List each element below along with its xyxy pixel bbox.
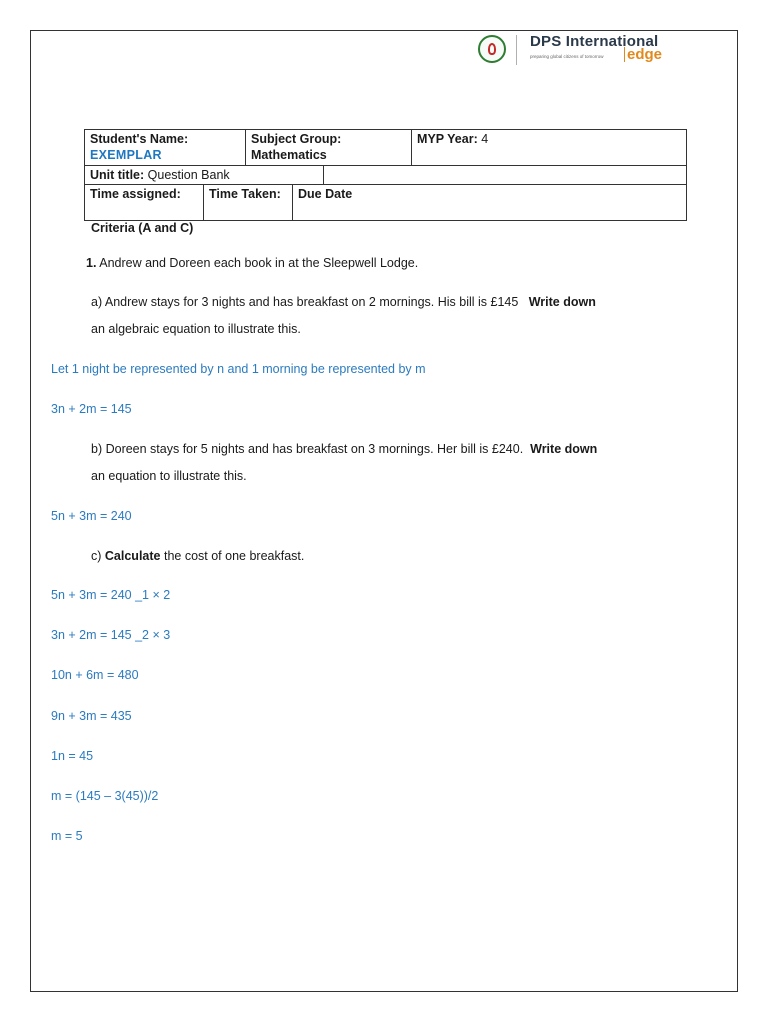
time-taken-label: Time Taken: [209, 187, 281, 201]
time-assigned-cell [85, 185, 204, 221]
myp-year-cell [412, 130, 687, 166]
part-b-text: b) Doreen stays for 5 nights and has breakfast on 3 mornings. Her bill is £240. [91, 442, 524, 456]
student-info-table [84, 129, 687, 221]
answer-a-let: Let 1 night be represented by n and 1 morning be represented by m [51, 362, 426, 376]
subject-group-cell [246, 130, 412, 166]
part-a-line-2: an algebraic equation to illustrate this. [91, 322, 301, 336]
time-assigned-label: Time assigned: [90, 187, 181, 201]
answer-a-equation: 3n + 2m = 145 [51, 402, 132, 416]
part-b-command: Write down [530, 442, 598, 456]
answer-b-equation: 5n + 3m = 240 [51, 509, 132, 523]
myp-year-label: MYP Year: [417, 132, 478, 146]
part-b-line-1 [91, 442, 597, 456]
part-c-command: Calculate [104, 549, 161, 563]
question-text: Andrew and Doreen each book in at the Sleepwell Lodge. [99, 256, 419, 270]
logo-divider [516, 35, 517, 65]
subject-group-value: Mathematics [251, 148, 327, 162]
answer-c-step-1: 5n + 3m = 240 _1 × 2 [51, 588, 171, 602]
time-taken-cell [204, 185, 293, 221]
question-number: 1. [86, 256, 97, 270]
answer-c-step-4: 9n + 3m = 435 [51, 709, 132, 723]
part-c-rest: the cost of one breakfast. [163, 549, 305, 563]
due-date-cell [293, 185, 687, 221]
answer-c-step-5: 1n = 45 [51, 749, 94, 763]
part-a-command: Write down [528, 295, 596, 309]
criteria-heading: Criteria (A and C) [91, 221, 194, 235]
due-date-label: Due Date [298, 187, 353, 201]
part-a-line-1 [91, 295, 596, 309]
part-b-line-2: an equation to illustrate this. [91, 469, 247, 483]
answer-c-step-3: 10n + 6m = 480 [51, 668, 139, 682]
question-1 [86, 256, 418, 270]
logo-edge: edge [624, 47, 662, 62]
unit-title-value: Question Bank [147, 168, 230, 182]
unit-title-empty-cell [324, 166, 687, 185]
school-emblem-icon [478, 35, 506, 63]
unit-title-label: Unit title: [90, 168, 145, 182]
student-name-label: Student's Name: [90, 132, 189, 146]
part-c-prefix: c) [91, 549, 102, 563]
subject-group-label: Subject Group: [251, 132, 342, 146]
logo-brand: DPS International [530, 33, 659, 50]
answer-c-step-6: m = (145 – 3(45))/2 [51, 789, 159, 803]
school-logo [478, 33, 678, 69]
student-name-cell [85, 130, 246, 166]
answer-c-step-7: m = 5 [51, 829, 83, 843]
unit-title-cell [85, 166, 324, 185]
student-name-value: EXEMPLAR [90, 148, 162, 162]
part-c-line [91, 549, 304, 563]
part-a-text: a) Andrew stays for 3 nights and has breakfast on 2 mornings. His bill is £145 [91, 295, 519, 309]
logo-tagline: preparing global citizens of tomorrow [530, 54, 604, 59]
myp-year-value: 4 [481, 132, 489, 146]
answer-c-step-2: 3n + 2m = 145 _2 × 3 [51, 628, 171, 642]
